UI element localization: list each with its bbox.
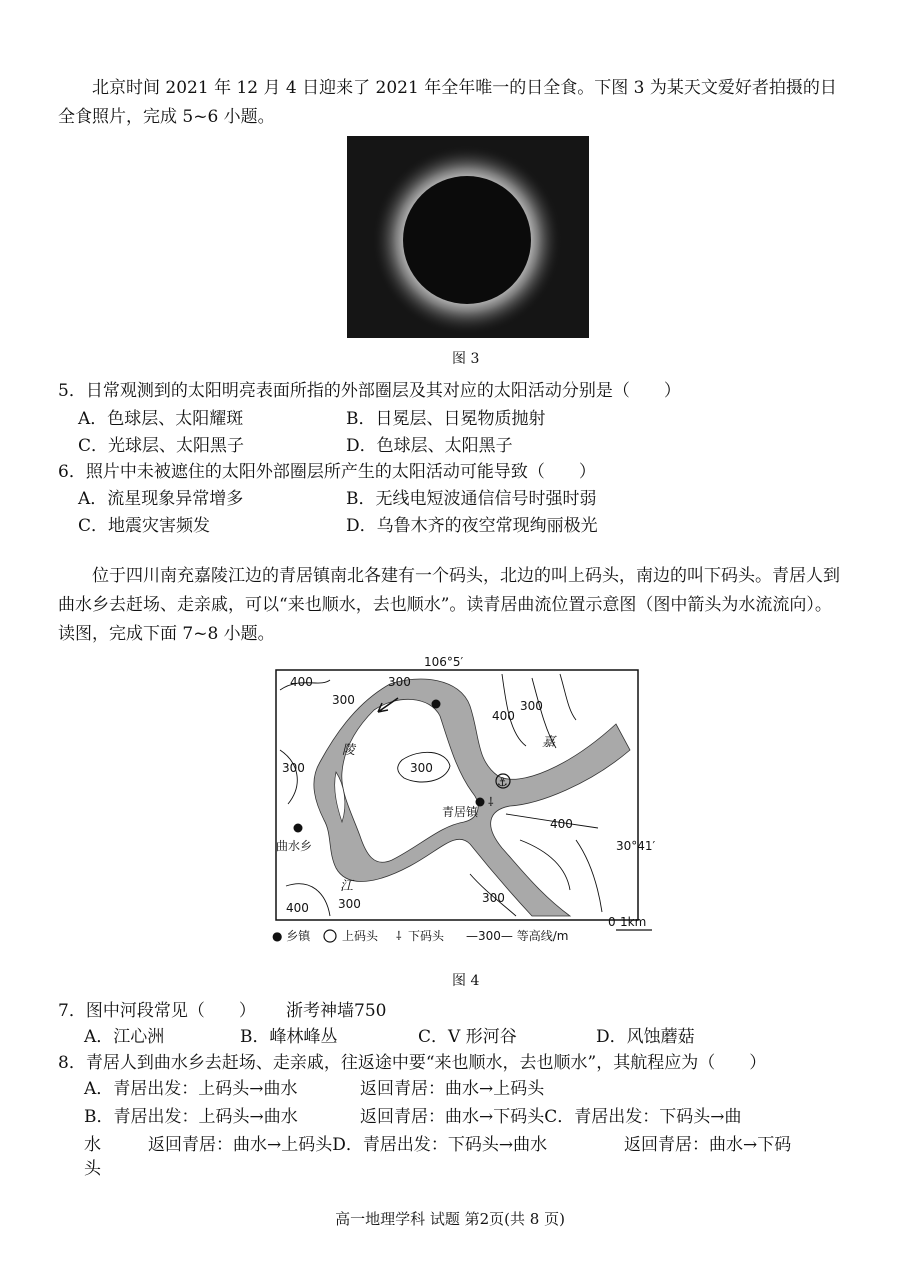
question-6-option-d: D．乌鲁木齐的夜空常现绚丽极光 [346, 516, 598, 536]
figure-3-caption: 图 3 [452, 351, 480, 367]
qujv-town-label: 曲水乡 [276, 839, 313, 853]
contour-label: 300 [410, 761, 433, 775]
legend-contour: —300— 等高线/m [466, 929, 569, 943]
intro-paragraph-eclipse: 北京时间 2021 年 12 月 4 日迎来了 2021 年全年唯一的日全食。下图 3 为某天文爱好者拍摄的日全食照片，完成 5~6 小题。 [58, 78, 837, 127]
page-footer: 高一地理学科 试题 第2页(共 8 页) [335, 1210, 565, 1228]
question-6-option-a: A．流星现象异常增多 [78, 489, 244, 509]
legend-lower-wharf: 下码头 [408, 929, 445, 943]
question-5-option-d: D．色球层、太阳黑子 [346, 436, 513, 456]
question-8-stem: 8．青居人到曲水乡去赶场、走亲戚，往返途中要“来也顺水，去也顺水”，其航程应为（ ） [58, 1053, 767, 1073]
contour-label: 400 [492, 709, 515, 723]
contour-label: 300 [338, 897, 361, 911]
contour-label: 400 [550, 817, 573, 831]
contour-label: 300 [282, 761, 305, 775]
question-8-option-a-part2: 返回青居：曲水→上码头 [360, 1079, 545, 1099]
question-6-option-c: C．地震灾害频发 [78, 516, 211, 536]
legend-upper-wharf: 上码头 [342, 929, 379, 943]
legend-town: ● 乡镇 [272, 929, 311, 943]
qingju-town-label: 青居镇 [442, 805, 479, 819]
eclipse-photo [347, 136, 589, 338]
question-8-option-b-part1: B．青居出发：上码头→曲水 [84, 1107, 298, 1127]
question-8-option-b-part2: 返回青居：曲水→下码头C．青居出发：下码头→曲 [360, 1107, 742, 1127]
map-longitude: 106°5′ [424, 655, 464, 669]
question-6-option-b: B．无线电短波通信信号时强时弱 [346, 489, 597, 509]
river-char-jiang: 江 [340, 879, 354, 894]
contour-label: 400 [286, 901, 309, 915]
question-8-option-d-tail: 头 [84, 1159, 101, 1179]
contour-label: 400 [290, 675, 313, 689]
question-5-stem: 5．日常观测到的太阳明亮表面所指的外部圈层及其对应的太阳活动分别是（ ） [58, 381, 681, 401]
contour-label: 300 [332, 693, 355, 707]
question-7-option-a: A．江心洲 [84, 1027, 165, 1047]
question-7-stem: 7．图中河段常见（ ） [58, 1001, 256, 1021]
river-char-jia: 嘉 [542, 735, 556, 750]
river-char-ling: 陵 [342, 743, 356, 758]
intro-paragraph-meander: 位于四川南充嘉陵江边的青居镇南北各建有一个码头，北边的叫上码头，南边的叫下码头。青居人到曲水乡去赶场、走亲戚，可以“来也顺水，去也顺水”。读青居曲流位置示意图（图中箭头为水流流向）。读图，完成下面 7~8 小题。 [58, 566, 840, 644]
question-8-option-c-return: 返回青居：曲水→上码头D．青居出发：下码头→曲水 [148, 1135, 548, 1155]
contour-label: 300 [482, 891, 505, 905]
question-7-note: 浙考神墙750 [286, 1001, 387, 1021]
question-7-option-b: B．峰林峰丛 [240, 1027, 338, 1047]
question-7-option-d: D．风蚀蘑菇 [596, 1027, 695, 1047]
lower-wharf-icon: ⸸ [488, 795, 494, 809]
question-7-option-c: C．V 形河谷 [418, 1027, 517, 1047]
meander-map [270, 654, 660, 950]
scale-zero: 0 [608, 915, 616, 929]
contour-label: 300 [388, 675, 411, 689]
figure-4-caption: 图 4 [452, 973, 480, 989]
question-6-stem: 6．照片中未被遮住的太阳外部圈层所产生的太阳活动可能导致（ ） [58, 462, 596, 482]
question-5-option-a: A．色球层、太阳耀斑 [78, 409, 244, 429]
contour-label: 300 [520, 699, 543, 713]
map-latitude: 30°41′ [616, 839, 656, 853]
upper-wharf-icon: ⚓ [497, 775, 508, 789]
question-8-option-d-return: 返回青居：曲水→下码 [624, 1135, 792, 1155]
question-8-option-c-tail: 水 [84, 1135, 101, 1155]
scale-label: 1km [620, 915, 647, 929]
legend-lower-wharf-icon: ⸸ [396, 929, 402, 943]
question-8-option-a-part1: A．青居出发：上码头→曲水 [84, 1079, 298, 1099]
question-5-option-c: C．光球层、太阳黑子 [78, 436, 245, 456]
question-5-option-b: B．日冕层、日冕物质抛射 [346, 409, 546, 429]
